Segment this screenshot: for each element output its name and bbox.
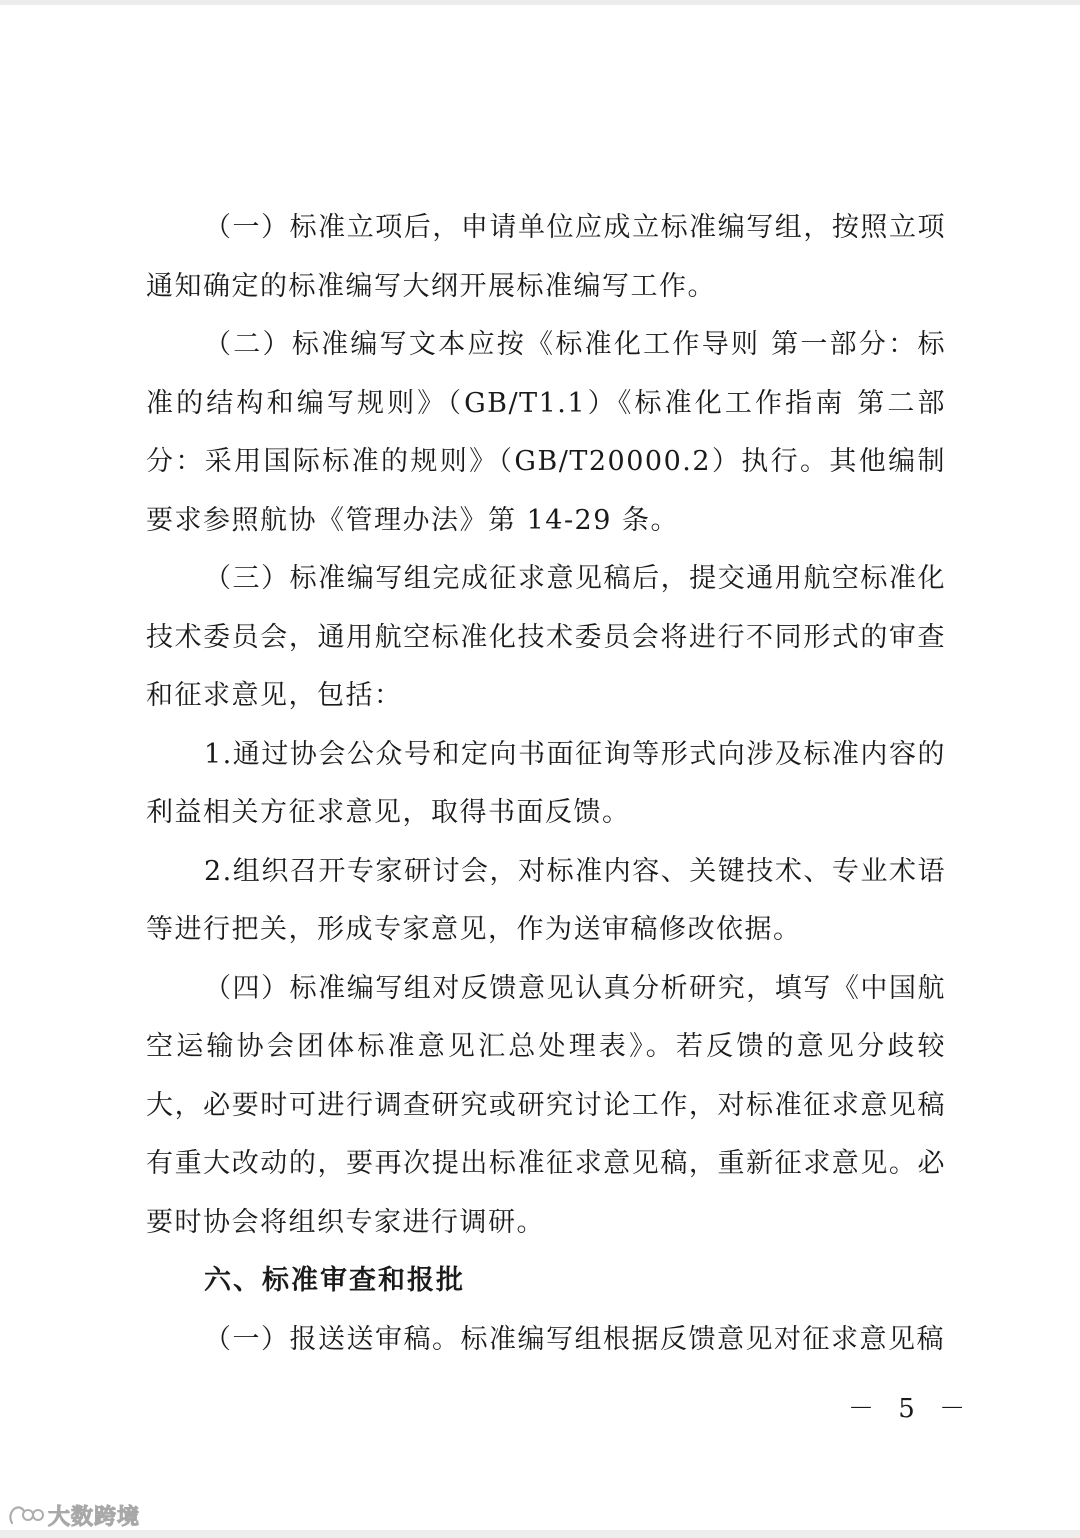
paragraph-item-2: （二）标准编写文本应按《标准化工作导则 第一部分：标准的结构和编写规则》（GB/T1.1）《标准化工作指南 第二部分：采用国际标准的规则》（GB/T20000.2）执行。其他编制要求参照航协《管理办法》第 14-29 条。 [146, 329, 946, 536]
page-number: － 5 － [848, 1394, 974, 1424]
list-item-1: 1.通过协会公众号和定向书面征询等形式向涉及标准内容的利益相关方征求意见，取得书面反馈。 [146, 738, 946, 828]
page-top-edge [0, 0, 1080, 5]
document-body [146, 199, 946, 1369]
paragraph-item-3: （三）标准编写组完成征求意见稿后，提交通用航空标准化技术委员会，通用航空标准化技术委员会将进行不同形式的审查和征求意见，包括： [146, 563, 946, 711]
paragraph-item-4: （四）标准编写组对反馈意见认真分析研究，填写《中国航空运输协会团体标准意见汇总处理表》。若反馈的意见分歧较大，必要时可进行调查研究或研究讨论工作，对标准征求意见稿有重大改动的，要再次提出标准征求意见稿，重新征求意见。必要时协会将组织专家进行调研。 [146, 972, 946, 1238]
dashuju-logo-icon [6, 1503, 44, 1527]
list-item-2: 2.组织召开专家研讨会，对标准内容、关键技术、专业术语等进行把关，形成专家意见，作为送审稿修改依据。 [146, 855, 946, 945]
watermark-text: 大数跨境 [48, 1504, 141, 1530]
watermark [6, 1500, 140, 1530]
section-heading: 六、标准审查和报批 [204, 1265, 465, 1296]
paragraph-item-5: （一）报送送审稿。标准编写组根据反馈意见对征求意见稿 [204, 1323, 945, 1355]
paragraph-item-1: （一）标准立项后，申请单位应成立标准编写组，按照立项通知确定的标准编写大纲开展标准编写工作。 [146, 212, 946, 302]
page-bottom-edge [0, 1530, 1080, 1538]
